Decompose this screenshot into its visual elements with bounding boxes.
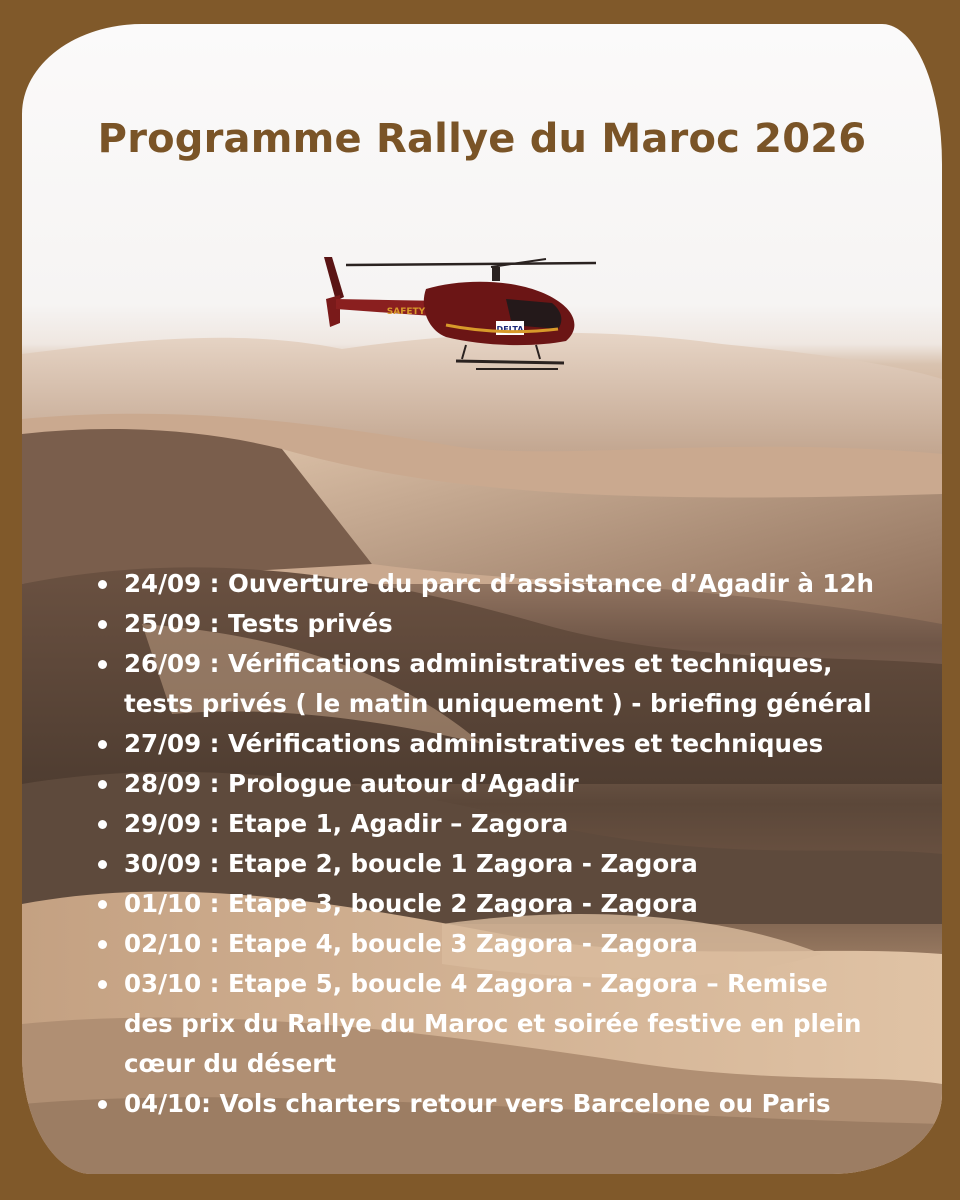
- schedule-item: 28/09 : Prologue autour d’Agadir: [124, 764, 942, 804]
- schedule-item: 30/09 : Etape 2, boucle 1 Zagora - Zagora: [124, 844, 942, 884]
- schedule-item: 02/10 : Etape 4, boucle 3 Zagora - Zagora: [124, 924, 942, 964]
- schedule-item: 04/10: Vols charters retour vers Barcelone ou Paris: [124, 1084, 942, 1124]
- desert-photo-card: [22, 24, 942, 1174]
- schedule-item: 29/09 : Etape 1, Agadir – Zagora: [124, 804, 942, 844]
- schedule-item: 25/09 : Tests privés: [124, 604, 942, 644]
- page-title: Programme Rallye du Maroc 2026: [97, 116, 867, 162]
- rally-schedule-list: [94, 564, 942, 1124]
- svg-text:DELTA: DELTA: [496, 325, 524, 334]
- schedule-item: 24/09 : Ouverture du parc d’assistance d’Agadir à 12h: [124, 564, 942, 604]
- schedule-item: 26/09 : Vérifications administratives et techniques, tests privés ( le matin uniquement ) - briefing général: [124, 644, 942, 724]
- schedule-item: 03/10 : Etape 5, boucle 4 Zagora - Zagora – Remise des prix du Rallye du Maroc et soirée festive en plein cœur du désert: [124, 964, 942, 1084]
- helicopter-icon: [296, 229, 596, 379]
- schedule-item: 01/10 : Etape 3, boucle 2 Zagora - Zagora: [124, 884, 942, 924]
- schedule-item: 27/09 : Vérifications administratives et techniques: [124, 724, 942, 764]
- svg-text:SAFETY: SAFETY: [386, 307, 426, 317]
